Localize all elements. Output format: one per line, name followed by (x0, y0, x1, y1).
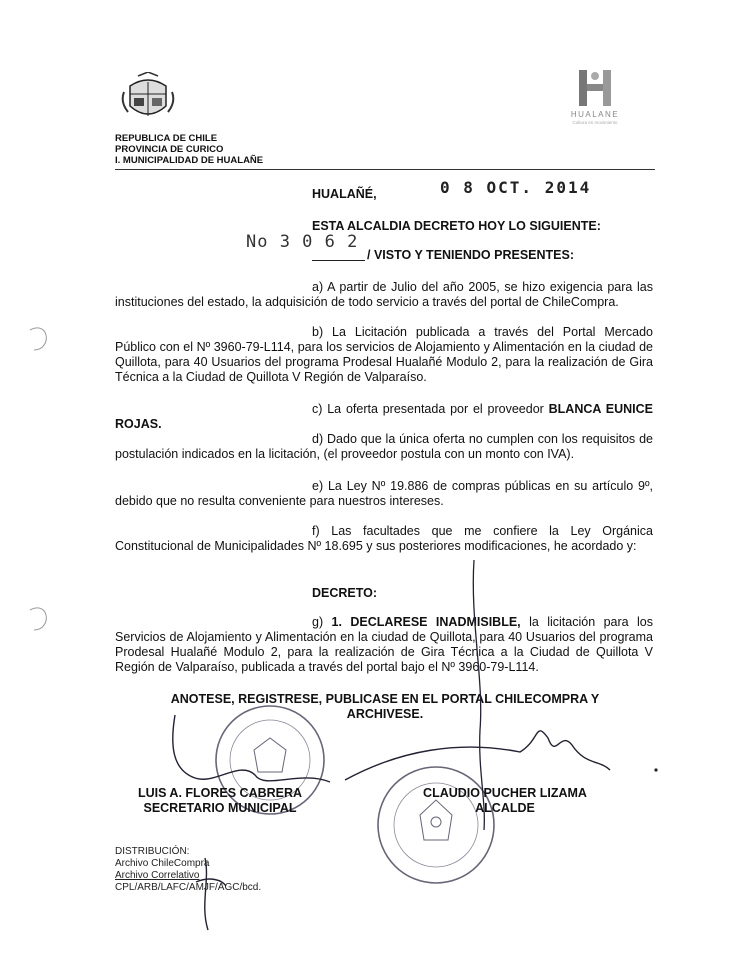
punch-hole-mark (30, 328, 46, 350)
mayor-name: CLAUDIO PUCHER LIZAMA (423, 786, 587, 800)
municipal-crest-icon (120, 72, 176, 124)
paragraph-a-text: a) A partir de Julio del año 2005, se hizo exigencia para las instituciones del estado, la adquisición de todo servicio a través del portal de ChileCompra. (115, 280, 653, 309)
paragraph-d-text: d) Dado que la única oferta no cumplen con los requisitos de postulación indicados en la licitación, (el proveedor postula con un monto con IVA). (115, 432, 653, 461)
closing-statement (115, 692, 655, 722)
decree-heading: ESTA ALCALDIA DECRETO HOY LO SIGUIENTE: (312, 219, 601, 233)
mayor-signature-block (420, 786, 590, 816)
right-signature-icon (345, 731, 610, 780)
number-underline (312, 260, 365, 261)
hualane-logo (560, 68, 630, 130)
letterhead-line: PROVINCIA DE CURICO (115, 144, 224, 155)
distribution-list (115, 846, 261, 894)
paragraph-f (115, 524, 653, 554)
letterhead-line: REPUBLICA DE CHILE (115, 133, 218, 144)
distribution-item: CPL/ARB/LAFC/AMJF/AGC/bcd. (115, 882, 262, 893)
paragraph-c (115, 402, 653, 432)
distribution-item: Archivo Correlativo (115, 870, 200, 881)
distribution-title: DISTRIBUCIÓN: (115, 846, 190, 857)
left-signature-icon (173, 715, 330, 782)
paragraph-g (115, 615, 653, 675)
paragraph-b-text: b) La Licitación publicada a través del Portal Mercado Público con el Nº 3960-79-L114, para los servicios de Alojamiento y Alimentación en la ciudad de Quillota, para 40 Usuarios del programa Prodesal Hualañé Modulo 2, para la realización de Gira Técnica a la Ciudad de Quillota V Región de Valparaíso. (115, 325, 653, 384)
paragraph-c-text: c) La oferta presentada por el proveedor (312, 402, 549, 416)
header-divider (115, 169, 655, 170)
declaration-bold: 1. DECLARESE INADMISIBLE, (331, 615, 521, 629)
paragraph-e (115, 479, 653, 509)
punch-hole-mark (30, 608, 46, 630)
paragraph-b (115, 325, 653, 385)
paragraph-d (115, 432, 653, 462)
date-stamp: 0 8 OCT. 2014 (440, 178, 592, 197)
logo-name: HUALANE (570, 110, 620, 119)
ink-dot (654, 768, 657, 771)
secretary-name: LUIS A. FLORES CABRERA (137, 786, 303, 800)
decreto-title: DECRETO: (312, 586, 378, 600)
mayor-title: ALCALDE (475, 801, 535, 815)
distribution-item: Archivo ChileCompra (115, 858, 210, 869)
letterhead-line: I. MUNICIPALIDAD DE HUALAÑE (115, 155, 264, 166)
letterhead (115, 133, 263, 166)
secretary-title: SECRETARIO MUNICIPAL (143, 801, 297, 815)
paragraph-a (115, 280, 653, 310)
secretary-signature-block (120, 786, 320, 816)
paragraph-e-text: e) La Ley Nº 19.886 de compras públicas en su artículo 9º, debido que no resulta conveniente para nuestros intereses. (115, 479, 653, 508)
hualane-h-icon (577, 68, 613, 108)
closing-line: ARCHIVESE. (346, 707, 424, 721)
provider-name: BLANCA EUNICE ROJAS. (115, 402, 653, 431)
right-seal-stamp (378, 767, 494, 883)
closing-line: ANOTESE, REGISTRESE, PUBLICASE EN EL PORTAL CHILECOMPRA Y (170, 692, 600, 706)
paragraph-f-text: f) Las facultades que me confiere la Ley Orgánica Constitucional de Municipalidades Nº 18.695 y sus posteriores modificaciones, he acordado y: (115, 524, 653, 553)
paragraph-g-label: g) (312, 615, 332, 629)
logo-tagline: Cultura en movimiento (572, 120, 618, 125)
decree-number: No 3 0 6 2 (246, 232, 359, 252)
paragraph-g-text: la licitación para los Servicios de Alojamiento y Alimentación en la ciudad de Quillota, para 40 Usuarios del programa Prodesal Hualañé Modulo 2, para la realización de Gira Técnica a la Ciudad de Quillota V Región de Valparaíso, publicada a través del portal bajo el Nº 3960-79-L114. (115, 615, 653, 674)
place-label: HUALAÑÉ, (312, 187, 377, 201)
visto-heading: / VISTO Y TENIENDO PRESENTES: (367, 248, 574, 262)
